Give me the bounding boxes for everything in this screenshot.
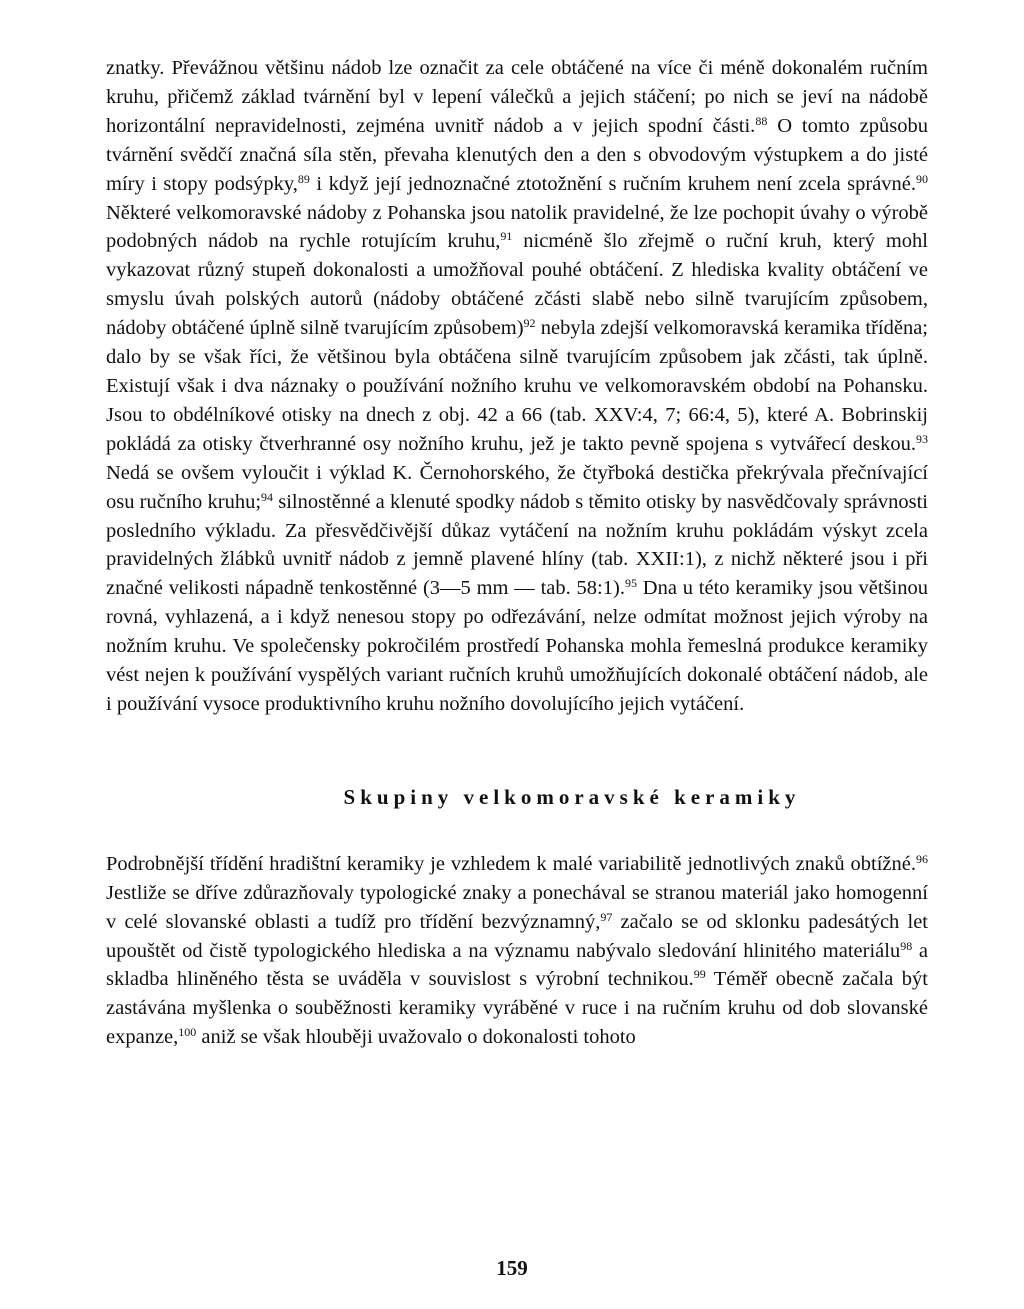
footnote-ref-94[interactable]: 94: [261, 489, 274, 504]
footnote-ref-98[interactable]: 98: [900, 938, 913, 953]
footnote-ref-95[interactable]: 95: [624, 576, 637, 591]
text-run: silnostěnné a klenuté spodky nádob s těmito otisky by nasvědčovaly správnosti posledního výkladu. Za přesvědčivější důkaz vytáčení na nožním kruhu pokládám výskyt zcela pravidelných žlábků uvnitř nádob z jemně plavené hlíny (tab. XXII:1), z nichž některé jsou i při značné velikosti nápadně tenkostěnné (3—5 mm — tab. 58:1).: [106, 490, 928, 600]
text-run: Dna u této keramiky jsou většinou rovná, vyhlazená, a i když nenesou stopy po odřezávání, nelze odmítat možnost jejich výroby na nožním kruhu. Ve společensky pokročilém prostředí Pohanska mohla řemeslná produkce keramiky vést nejen k používání vyspělých variant ručních kruhů umožňujících dokonalé obtáčení nádob, ale i používání vysoce produktivního kruhu nožního dovolujícího jejich vytáčení.: [106, 577, 928, 715]
footnote-ref-91[interactable]: 91: [500, 229, 513, 244]
footnote-ref-93[interactable]: 93: [916, 431, 928, 446]
text-run: znatky. Převážnou většinu nádob lze označit za cele obtáčené na více či méně dokonalém ručním kruhu, přičemž základ tvárnění byl v lepení válečků a jejich stáčení; po nich se jeví na nádobě horizontální nepravidelnosti, zejména uvnitř nádob a v jejich spodní části.: [106, 57, 928, 137]
text-run: začalo se od sklonku padesátých let upouštět od čistě typologického hlediska a na významu nabývalo sledování hlinitého materiálu: [106, 910, 928, 962]
page-number: 159: [496, 1256, 528, 1280]
text-run: Jestliže se dříve zdůrazňovaly typologické znaky a ponechával se stranou materiál jako homogenní v celé slovanské oblasti a tudíž pro třídění bezvýznamný,: [106, 881, 928, 933]
text-run: Téměř obecně začala být zastávána myšlenka o souběžnosti keramiky vyráběné v ruce i na ručním kruhu od dob slovanské expanze,: [106, 968, 928, 1049]
text-run: i když její jednoznačné ztotožnění s ručním kruhem není zcela správné.: [309, 172, 917, 195]
footnote-ref-97[interactable]: 97: [600, 909, 613, 924]
body-paragraph-2: [106, 850, 928, 1052]
footnote-ref-90[interactable]: 90: [916, 171, 929, 186]
footnote-ref-100[interactable]: 100: [178, 1025, 197, 1040]
page-body: [106, 54, 928, 1052]
footnote-ref-92[interactable]: 92: [523, 316, 536, 331]
text-run: aniž se však hlouběji uvažovalo o dokonalosti tohoto: [196, 1026, 636, 1049]
text-run: nebyla zdejší velkomoravská keramika tříděna; dalo by se však říci, že většinou byla obtáčena silně tvarujícím způsobem jak zčásti, tak úplně. Existují však i dva náznaky o používání nožního kruhu ve velkomoravském období na Pohansku. Jsou to obdélníkové otisky na dnech z obj. 42 a 66 (tab. XXV:4, 7; 66:4, 5), které A. Bobrinskij pokládá za otisky čtverhranné osy nožního kruhu, jež je takto pevně spojena s vytvářecí deskou.: [106, 317, 929, 455]
text-run: Nedá se ovšem vyloučit i výklad K. Černohorského, že čtyřboká destička překrývala přečnívající osu ručního kruhu;: [106, 461, 928, 513]
text-run: Některé velkomoravské nádoby z Pohanska jsou natolik pravidelné, že lze pochopit úvahy o výrobě podobných nádob na rychle rotujícím kruhu,: [106, 201, 928, 253]
footnote-ref-89[interactable]: 89: [297, 171, 310, 186]
body-paragraph-1: [106, 54, 928, 719]
footnote-ref-96[interactable]: 96: [916, 851, 928, 866]
text-run: Podrobnější třídění hradištní keramiky je vzhledem k malé variabilitě jednotlivých znaků obtížné.: [106, 852, 916, 875]
text-run: nicméně šlo zřejmě o ruční kruh, který mohl vykazovat různý stupeň dokonalosti a umožňoval pouhé obtáčení. Z hlediska kvality obtáčení ve smyslu úvah polských autorů (nádoby obtáčené zčásti slabě nebo silně tvarujícím způsobem, nádoby obtáčené úplně silně tvarujícím způsobem): [106, 230, 928, 340]
section-heading: Skupiny velkomoravské keramiky: [343, 784, 801, 809]
text-run: O tomto způsobu tvárnění svědčí značná síla stěn, převaha klenutých den a den s obvodovým výstupkem a do jisté míry i stopy podsýpky,: [106, 114, 928, 195]
text-run: a skladba hliněného těsta se uváděla v souvislost s výrobní technikou.: [106, 939, 928, 991]
footnote-ref-88[interactable]: 88: [755, 113, 768, 128]
footnote-ref-99[interactable]: 99: [693, 967, 706, 982]
